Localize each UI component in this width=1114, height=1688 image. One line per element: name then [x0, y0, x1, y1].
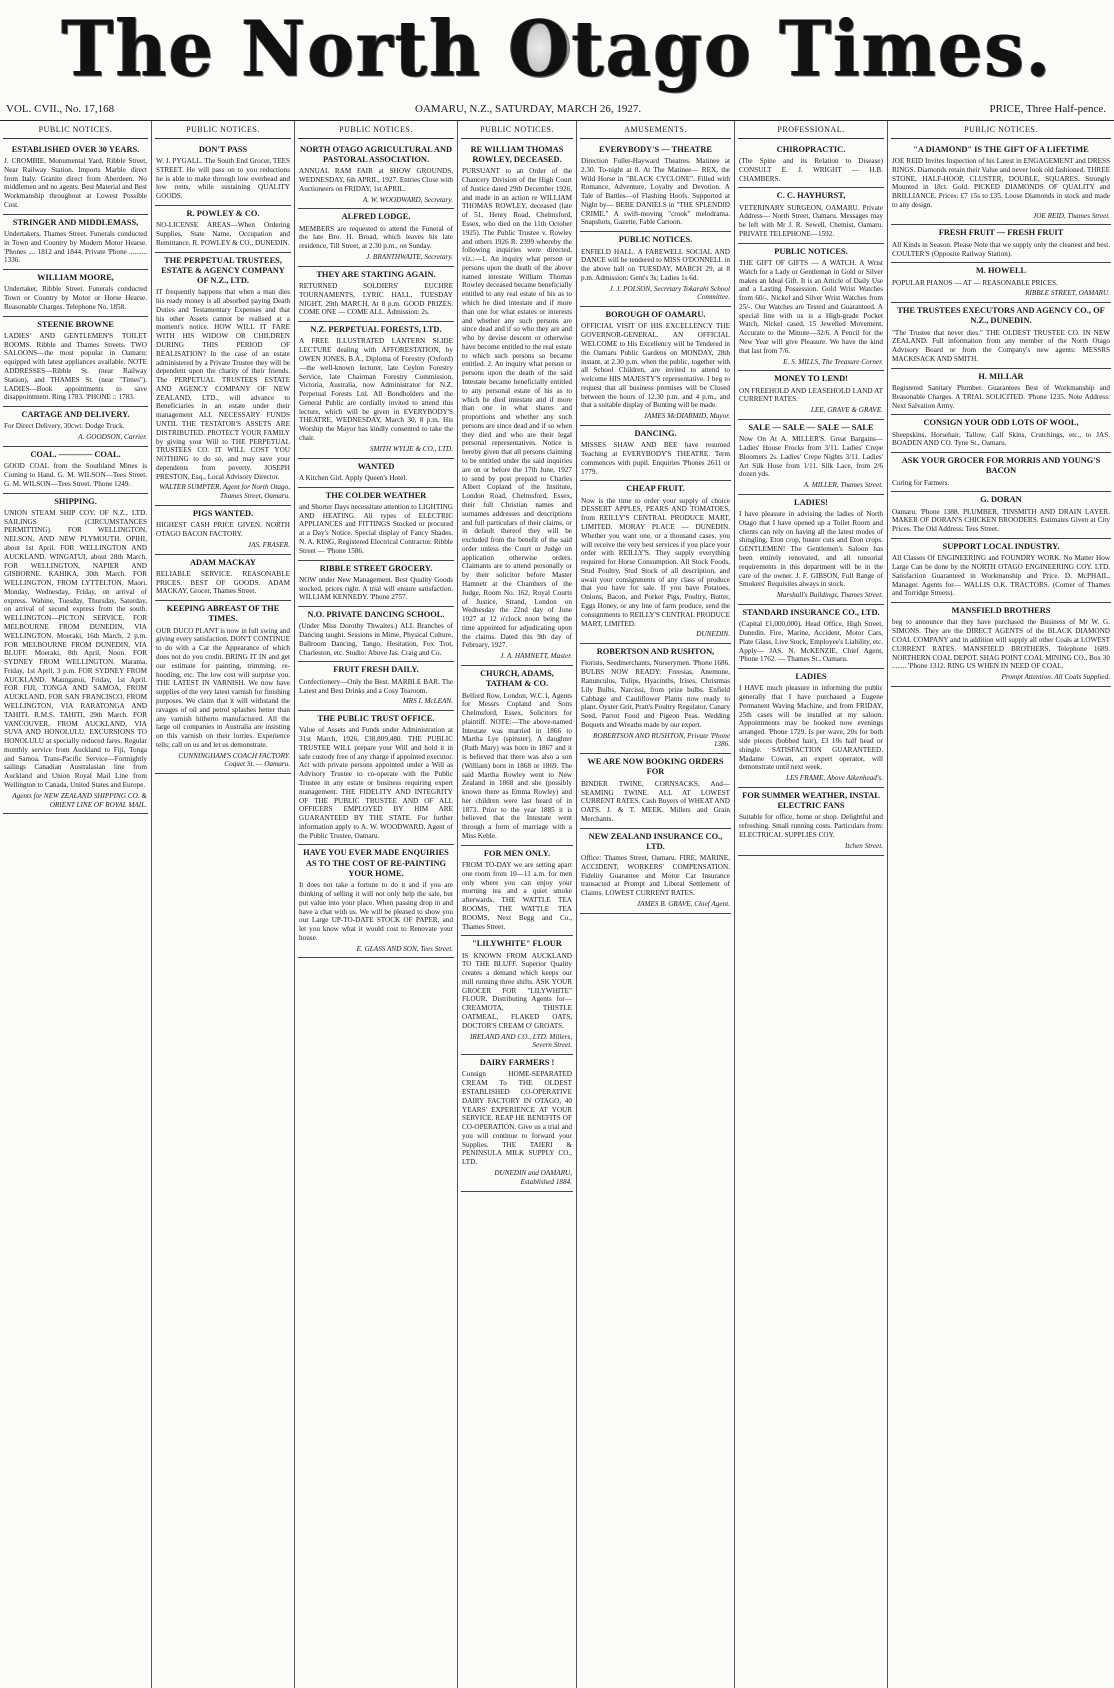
- advertisement-heading: SUPPORT LOCAL INDUSTRY.: [942, 542, 1060, 551]
- advertisement-text: PURSUANT to an Order of the Chancery Division of the High Court of Justice dated 29th December 1926, and made in an action re WILLIAM THOMAS ROWLEY, deceased (late of 51, Henry Road, Chelmsford, Essex, who died on the 11th October 1925). The Public Trustee v. Rowley and others 1926 R. 2399 whereby the following inquiries were directed, viz.:—1. An inquiry what person or persons upon the death of the above named intestate William Thomas Rowley deceased became beneficially entitled to any real estate of his as to which he died intestate and if more than one for what estates or interests and whether any such persons are since dead and if so who they are and who by devise descent or otherwise have become entitled to the real estate to which such persons so became entitled. 2. An inquiry what person or persons upon the death of the said Intestate became beneficially entitled to any personal estate of his as to which he died intestate and if more than one in what shares and proportions and whether any such persons are since dead and if so when they died and who are their legal personal representatives. Notice is hereby given that all persons claiming to be entitled under the said inquiries are on or before the 17th June, 1927 to send by post prepaid to Charles Albert Copland of the Institute, London Road, Chelmsford, Essex, their full Christian names and surnames addresses and descriptions and full particulars of their claims, or in default thereof they will be excluded from the benefit of the said order unless the Court or Judge on application otherwise orders. Claimants are to attend personally or by their solicitor before Master Hamnett at the Chambers of the Judge, Room No. 162, Royal Courts of Justice, Strand, London on Wednesday the 22nd day of June 1927 at 12 o'clock noon being the time appointed for adjudicating upon the claims. Dated this 9th day of February, 1927.: [462, 167, 572, 650]
- advertisement-signature: JAMES McDIARMID, Mayor.: [643, 412, 730, 421]
- masthead: [0, 0, 1114, 96]
- advertisement-text: I have pleasure in advising the ladies of North Otago that I have opened up a Toilet Room and clients can rely on having all the latest modes of shingling, Eton crop, buster cuts and Eton crops. GENTLEMEN! The Gentlemen's Saloon has been entirely renovated, and all tonsorial requirements in this department will be in the care of the owner. J. F. GIBSON, Full Range of Smokers' Requisites always in stock.: [739, 510, 883, 589]
- advertisement: [461, 936, 573, 1055]
- column-header: PUBLIC NOTICES.: [461, 121, 573, 139]
- advertisement-heading: N.O. PRIVATE DANCING SCHOOL.: [307, 610, 445, 620]
- advertisement-text: BINDER TWINE, CORNSACKS, And— SEAMING TWINE. ALL AT LOWEST CURRENT RATES. Cash Buyers of WHEAT AND OATS. J. & T. MEEK. Millers and Grain Merchants.: [581, 779, 730, 823]
- advertisement-text: NO-LICENSE AREAS—When Ordering Supplies, State Name, Occupation and Remittance. R. POWLEY & CO., DUNEDIN.: [156, 221, 290, 247]
- advertisement: [461, 666, 573, 846]
- advertisement-text: "The Trustee that never dies." THE OLDEST TRUSTEE CO. IN NEW ZEALAND. Full information from any member of the North Otago Advisory Board or from the Company's new agents: MESSRS MACKISACK AND SMITH.: [892, 328, 1110, 363]
- advertisement-signature: WALTER SUMPTER, Agent for North Otago, Thames Street, Oamaru.: [159, 483, 290, 501]
- advertisement-heading: RE WILLIAM THOMAS ROWLEY, DECEASED.: [470, 144, 564, 164]
- advertisement-heading: PUBLIC NOTICES.: [618, 235, 693, 245]
- advertisement-heading: THE PERPETUAL TRUSTEES, ESTATE & AGENCY COMPANY OF N.Z., LTD.: [161, 255, 285, 285]
- advertisement-heading: CONSIGN YOUR ODD LOTS OF WOOL,: [923, 418, 1079, 428]
- advertisement-text: Curing for Farmers.: [892, 478, 950, 487]
- advertisement-signature: JAS. FRASER.: [247, 540, 290, 549]
- advertisement-signature: DUNEDIN and OAMARU, Established 1884.: [494, 1168, 572, 1186]
- advertisement: [580, 307, 731, 426]
- advertisement-heading: SHIPPING.: [54, 496, 97, 506]
- column-5: [577, 121, 735, 1688]
- advertisement-text: LADIES' AND GENTLEMEN'S TOILET ROOMS. Ribble and Thames Streets. TWO SALOONS—the most popular in Oamaru; equipped with latest appliances available. NOTE ADDRESSES—Ribble St. (near Railway Station), and THAMES St. (near "Times"). LADIES—Book appointments to save disappointment. Ring 1783. 'PHONE :: 1783.: [4, 331, 147, 402]
- advertisement: [298, 561, 454, 608]
- advertisement-text: JOE REID Invites Inspection of his Latest in ENGAGEMENT and DRESS RINGS. Diamonds retain their Value and never look old fashioned. THREE STONE, HALF-HOOP, CLUSTER, DOUBLE, SQUARES. Strongly Mounted in 18ct. Gold. PICKED DIAMONDS OF QUALITY and BRILLIANCE. Prices: £7 15s to £35. Loose Diamonds in stock and made to any design.: [892, 157, 1110, 209]
- advertisement-heading: ADAM MACKAY: [190, 557, 256, 567]
- advertisement: [3, 142, 148, 215]
- advertisement-heading: NORTH OTAGO AGRICULTURAL AND PASTORAL ASSOCIATION.: [299, 144, 453, 164]
- advertisement-heading: RIBBLE STREET GROCERY.: [319, 563, 433, 573]
- advertisement-text: beg to announce that they have purchased the Business of Mr W. G. SIMONS. They are the DIRECT AGENTS of the BLACK DIAMOND COAL COMPANY and in addition will supply all other Coals at LOWEST CURRENT RATES. MANSFIELD BROTHERS, Telephone 1689. NORTHERN COAL DEPOT. SHAG POINT COAL MINING CO., Box 30 ........ 'Phone 1312. RING US WHEN IN NEED OF COAL.: [892, 618, 1110, 671]
- advertisement-heading: C. C. HAYHURST,: [776, 191, 846, 201]
- column-7: [888, 121, 1114, 1688]
- advertisement: [580, 232, 731, 307]
- advertisement-text: IT frequently happens that when a man dies his ready money is all absorbed paying Death Duties and Testamentary Expenses and that his other Assets cannot be realised at a moment's notice. HOW WILL IT FARE WITH HIS WIDOW OR CHILDREN DURING THIS PERIOD OF REALISATION? In the case of an estate administered by a Private Trustee they will be dependent upon the charity of their friends. The PERPETUAL TRUSTEES ESTATE AND AGENCY COMPANY OF NEW ZEALAND, LTD., will advance to Beneficiaries in an estate under their management ALL NECESSARY FUNDS UNTIL THE TESTATOR'S ASSETS ARE DISTRIBUTED. PROTECT YOUR FAMILY by giving your Will to THE PERPETUAL TRUSTEES CO. IT WILL COST YOU NOTHING to do so, and may save your dependents from poverty. JOSEPH PRESTON, Esq., Local Advisory Director.: [156, 288, 290, 481]
- advertisement: [580, 426, 731, 481]
- advertisement: [891, 303, 1111, 369]
- advertisement-heading: DON'T PASS: [198, 144, 248, 154]
- advertisement: [3, 494, 148, 815]
- advertisement-columns: [0, 121, 1114, 1688]
- advertisement-signature: SMITH WYLIE & CO., LTD.: [369, 444, 453, 453]
- advertisement: [3, 317, 148, 408]
- advertisement-signature: IRELAND AND CO., LTD. Millers, Severn Street.: [470, 1032, 572, 1050]
- advertisement-signature: J. A. HAMNETT, Master.: [500, 652, 572, 661]
- advertisement-heading: COAL. ———— COAL.: [30, 449, 121, 459]
- advertisement-text: Undertakers, Thames Street. Funerals conducted in Town and Country by Modern Motor Hearse. 'Phones .... 1812 and 1844. Private 'Phone .......... 1336.: [4, 229, 147, 265]
- advertisement-heading: WILLIAM MOORE,: [37, 273, 114, 283]
- advertisement: [3, 270, 148, 317]
- advertisement-heading: ESTABLISHED OVER 30 YEARS.: [11, 144, 140, 154]
- advertisement-text: RELIABLE SERVICE. REASONABLE PRICES. BEST OF GOODS. ADAM MACKAY, Grocer, Thames Street.: [156, 569, 290, 596]
- advertisement-text: VETERINARY SURGEON, OAMARU. Private Address— North Street, Oamaru. Messages may be left with Mr J. R. Sewell, Chemist, Oamaru. PRIVATE TELEPHONE—1592.: [739, 203, 883, 238]
- advertisement: [155, 601, 291, 774]
- advertisement-text: Value of Assets and Funds under Administration at 31st March, 1926, £38,809,480. THE PUBLIC TRUSTEE WILL prepare your Will and hold it in safe custody free of any charge if appointed executor. Act with private persons appointed under a Will as Advisory Trustee to co-operate with the Public Trustee in any estate or business requiring expert management. THE FIDELITY AND INTEGRITY OF THE PUBLIC TRUSTEE AND OF ALL OFFICERS EMPLOYED BY HIM ARE GUARANTEED BY THE STATE. For further information apply to A. W. WOODWARD, Agent of the Public Trustee, Oamaru.: [299, 726, 453, 840]
- advertisement-text: ANNUAL RAM FAIR at SHOW GROUNDS, WEDNESDAY, 6th APRIL, 1927. Entries Close with Auctioneers on FRIDAY, 1st APRIL.: [299, 167, 453, 193]
- advertisement-heading: THE TRUSTEES EXECUTORS AND AGENCY CO., OF N.Z., DUNEDIN.: [897, 306, 1105, 326]
- dateline: [0, 100, 1114, 121]
- advertisement-heading: STEENIE BROWNE: [37, 319, 114, 329]
- advertisement-heading: SALE — SALE — SALE — SALE: [748, 422, 874, 432]
- advertisement-heading: H. MILLAR: [978, 371, 1024, 381]
- advertisement: [298, 607, 454, 662]
- advertisement: [461, 1055, 573, 1191]
- advertisement-heading: NEW ZEALAND INSURANCE CO., LTD.: [588, 831, 723, 851]
- advertisement: [298, 322, 454, 458]
- advertisement-heading: BOROUGH OF OAMARU.: [605, 310, 706, 320]
- advertisement-signature: Agents for NEW ZEALAND SHIPPING CO. & ORIENT LINE OF ROYAL MAIL.: [12, 791, 147, 809]
- advertisement-text: Suitable for office, home or shop. Delightful and refreshing. Small running costs. Particulars from: ELECTRICAL SUPPLIES COY.: [739, 813, 883, 839]
- advertisement-heading: PUBLIC NOTICES.: [774, 246, 848, 256]
- advertisement: [738, 495, 884, 605]
- advertisement-heading: N.Z. PERPETUAL FORESTS, LTD.: [310, 325, 442, 335]
- advertisement-signature: LES FRAME, Above Aikenhead's.: [786, 774, 883, 783]
- advertisement-signature: CUNNINGHAM'S COACH FACTORY. Coquet St. — Oamaru.: [178, 751, 290, 769]
- advertisement: [891, 369, 1111, 416]
- advertisement-heading: WANTED: [357, 461, 395, 471]
- price: PRICE, Three Half-pence.: [989, 103, 1106, 115]
- advertisement-signature: E. GLASS AND SON, Tees Street.: [356, 944, 453, 953]
- column-header: PROFESSIONAL.: [738, 121, 884, 139]
- advertisement: [155, 206, 291, 253]
- advertisement-text: Direction Fuller-Hayward Theatres. Matinee at 2.30. To-night at 8. At The Matinee— REX, the Wild Horse in "BLACK CYCLONE". Filled with Romance, Adventure, Loyalty and Devotion. A Tale of Battles—of Flashing Hoofs. Supported at Night by— BEBE DANIELS in "THE SPLENDID CRIME." A swift-moving "crook" melodrama. Snapshots, Gazette, Fable Cartoon.: [581, 157, 730, 227]
- column-6: [735, 121, 888, 1688]
- advertisement-text: ON FREEHOLD AND LEASEHOLD LAND AT CURRENT RATES.: [739, 386, 883, 404]
- advertisement-text: Confectionery—Only the Best. MARBLE BAR. The Latest and Best Drinks and a Cosy Tearoom.: [299, 677, 453, 695]
- advertisement-text: A FREE ILLUSTRATED LANTERN SLIDE LECTURE dealing with AFFORESTATION, by OWEN JONES, B.A., Diploma of Forestry (Oxford)—the well-known lecturer, late Ceylon Forestry Service, late Chairman Forestry Commission, Victoria, Australia, now Administrator for N.Z. Perpetual Forests Ltd. All Bondholders and the General Public are cordially invited to attend this lecture, which will be given in EVERYBODY'S THEATRE, WEDNESDAY, March 30, 8 p.m. His Worship the Mayor has kindly consented to take the chair.: [299, 337, 453, 442]
- advertisement: [580, 829, 731, 914]
- column-2: [152, 121, 295, 1688]
- advertisement-text: FROM TO-DAY we are setting apart one room from 10—11 a.m. for men only where you can enjoy your morning tea and a quiet smoke afterwards. THE WATTLE TEA ROOMS, THE WATTLE TEA ROOMS, Next Begg and Co., Thames Street.: [462, 861, 572, 931]
- advertisement-heading: STRINGER AND MIDDLEMASS,: [12, 217, 139, 227]
- advertisement-heading: PIGS WANTED.: [192, 509, 254, 518]
- advertisement: [738, 605, 884, 669]
- advertisement: [155, 506, 291, 555]
- advertisement: [738, 420, 884, 495]
- advertisement-signature: JAMES B. GRAVE, Chief Agent.: [636, 900, 730, 909]
- advertisement-text: Now On At A. MILLER'S. Great Bargains— Ladies' House Frocks from 3/11. Ladies' Crepe Bloomers 2s. Ladies' Crepe Nights 3/11. Ladies' Art Silk Hose from 1/11. Silk Lace, from 2/6 dozen yds.: [739, 435, 883, 479]
- advertisement-heading: THEY ARE STARTING AGAIN.: [316, 269, 436, 279]
- advertisement-signature: MRS I. McLEAN.: [402, 697, 453, 706]
- advertisement-text: Oamaru. 'Phone 1388. PLUMBER, TINSMITH AND DRAIN LAYER. MAKER OF DORAN'S CHICKEN BROODERS. Estimates Given at City Prices. The Old Address: Tees Street.: [892, 507, 1110, 534]
- advertisement-signature: A. MILLER, Thames Street.: [803, 481, 883, 490]
- advertisement-text: UNION STEAM SHIP COY. OF N.Z., LTD. SAILINGS (CIRCUMSTANCES PERMITTING). FOR WELLINGTON, NELSON, AND NEW PLYMOUTH. OPIHI, about 1st April. FOR WELLINGTON AND AUCKLAND. WINGATUI, about 28th March. FOR WELLINGTON, NAPIER AND GISBORNE. KAHIKA, 30th March. FOR WELLINGTON, FROM LYTTELTON. Maori, Monday, Wednesday, Friday, on arrival of express. Wahine, Tuesday, Thursday, Saturday, on arrival of second express from the south. WELLINGTON—PICTON SERVICE. FOR MELBOURNE FROM DUNEDIN, VIA WELLINGTON. Moeraki, 16th March, 2 p.m. FOR MELBOURNE FROM DUNEDIN, VIA BLUFF. Moeraki, 8th April, Noon. FOR SYDNEY FROM WELLINGTON. Marama, Friday, 1st April, 3 p.m. FOR SYDNEY FROM AUCKLAND. Maunganui, Friday, 1st April. FOR FIJI, TONGA AND SAMOA, FROM AUCKLAND. FOR SAN FRANCISCO, FROM WELLINGTON, VIA RARATONGA AND TAHITI. R.M.S. TAHITI, 29th March. FOR VANCOUVER, FROM AUCKLAND, VIA SUVA AND HONOLULU. EXCURSIONS TO HONOLULU at specially reduced fares. Regular monthly service from Auckland to Fiji, Tonga and Samoa. Trans-Pacific Service—Fortnightly sailings Canadian Australasian line from Auckland and Union Royal Mail Line from Wellington to Canada, United States and Europe.: [4, 508, 147, 790]
- advertisement: [580, 481, 731, 644]
- advertisement-text: It does not take a fortune to do it and if you are thinking of selling it will not only help the sale, but put value into your place. When passing drop in and have a chat with us. We will be pleased to show you our Large UP-TO-DATE STOCK OF PAPER, and let you know what it would cost to Renovate your house.: [299, 881, 453, 942]
- advertisement: [580, 142, 731, 233]
- advertisement-heading: FRESH FRUIT — FRESH FRUIT: [938, 228, 1064, 238]
- advertisement-text: Registered Sanitary Plumber. Guarantees Best of Workmanship and Reasonable Charges. A TRIAL SOLICITED. 'Phone 1235. Note Address: Next Salvation Army.: [892, 383, 1110, 410]
- advertisement: [298, 488, 454, 561]
- advertisement: [3, 447, 148, 494]
- advertisement: [155, 253, 291, 507]
- advertisement-text: I HAVE much pleasure in informing the public generally that I have purchased a Eugene Permanent Waving Machine, and from FRIDAY, 25th cases will be installed at my saloon. Appointments may be booked now evenings arranged. 'Phone 1729. Is per wave, 20s for both side pieces (bobbed hair), £3 10s half head or shingle. SATISFACTION GUARANTEED. Madame Cowan, an expert operator, will demonstrate until next week.: [739, 684, 883, 772]
- advertisement-text: NOW under New Management. Best Quality Goods stocked, prices right. A trial will ensure satisfaction. WILLIAM KENNEDY. 'Phone 2757.: [299, 575, 453, 602]
- advertisement: [3, 407, 148, 447]
- advertisement-heading: EVERYBODY'S — THEATRE: [599, 144, 712, 154]
- advertisement: [738, 142, 884, 189]
- advertisement: [580, 754, 731, 828]
- advertisement-text: HIGHEST CASH PRICE GIVEN. NORTH OTAGO BACON FACTORY.: [156, 521, 290, 539]
- advertisement-text: Belford Row, London, W.C.1, Agents for Messrs Copland and Sons Chelmsford, Essex, Solicitors for plaintiff. NOTE:—The above-named Intestate was married in 1866 to Martha Lye (spinster). A daughter (Ruth Mary) was born in 1867 and it is believed that there was also a son (William) born in 1868 or 1869. The said Martha Rowley went to New Zealand in 1868 and she (possibly known there as Emma Rowley) and her children were last heard of in 1873. Prior to the year 1885 it is believed that the Intestate went through a form of marriage with a Miss Keble.: [462, 691, 572, 840]
- advertisement: [738, 669, 884, 788]
- advertisement-text: GOOD COAL from the Southland Mines is Coming to Hand. G. M. WILSON—Tees Street. G. M. WILSON—Tees Street. 'Phone 1249.: [4, 462, 147, 488]
- advertisement-signature: ROBERTSON AND RUSHTON, Private 'Phone 1386.: [593, 731, 730, 749]
- volume-number: VOL. CVII., No. 17,168: [6, 103, 115, 115]
- advertisement: [891, 142, 1111, 226]
- advertisement-heading: MONEY TO LEND!: [774, 374, 848, 384]
- advertisement-signature: LEE, GRAVE & GRAVE.: [810, 406, 883, 415]
- column-header: PUBLIC NOTICES.: [891, 121, 1111, 139]
- advertisement-text: A Kitchen Girl. Apply Queen's Hotel.: [299, 473, 408, 482]
- advertisement-heading: R. POWLEY & CO.: [186, 208, 260, 218]
- advertisement-text: All Kinds in Season. Please Note that we supply only the cleanest and best. COULTER'S (Opposite Railway Station).: [892, 240, 1110, 258]
- column-4: [458, 121, 577, 1688]
- advertisement: [298, 711, 454, 845]
- advertisement-text: ENFIELD HALL. A FAREWELL SOCIAL AND DANCE will be tendered to MISS O'DONNELL in the above hall on TUESDAY, MARCH 29, at 8 p.m. Admission: Gent's 3s; Ladies 1s 6d.: [581, 247, 730, 282]
- advertisement: [461, 846, 573, 937]
- advertisement: [891, 263, 1111, 303]
- advertisement-text: W. J. PYGALL. The South End Grocer, TEES STREET. He will pass on to you reductions he is able to make through low overhead and low rents, while sustaining QUALITY GOODS.: [156, 157, 290, 201]
- advertisement-heading: CHIROPRACTIC.: [776, 144, 846, 154]
- advertisement-text: For Direct Delivery, 30cwt. Dodge Truck.: [4, 422, 125, 431]
- advertisement-signature: J. BRANTHWAITE, Secretary.: [366, 252, 453, 261]
- advertisement: [298, 209, 454, 266]
- advertisement: [891, 539, 1111, 603]
- advertisement-text: OFFICIAL VISIT OF HIS EXCELLENCY THE GOVERNOR-GENERAL. AN OFFICIAL WELCOME to His Excellency will be Tendered in the Oamaru Public Gardens on MONDAY, 28th instant, at 2.30 p.m. when the public, together with all School Children, are invited to attend to welcome HIS MAJESTY'S representative. I beg to request that all business premises will be Closed between the hours of 12.30 p.m. and 4 p.m., and that a suitable display of Bunting will be made.: [581, 322, 730, 410]
- advertisement-heading: FRUIT FRESH DAILY.: [333, 665, 419, 675]
- advertisement-heading: HAVE YOU EVER MADE ENQUIRIES AS TO THE COST OF RE-PAINTING YOUR HOME.: [303, 848, 449, 878]
- column-header: PUBLIC NOTICES.: [298, 121, 454, 139]
- advertisement-heading: "A DIAMOND" IS THE GIFT OF A LIFETIME: [913, 144, 1089, 154]
- advertisement-heading: DANCING.: [634, 429, 677, 439]
- advertisement-heading: "LILYWHITE" FLOUR: [472, 939, 562, 949]
- advertisement-heading: ALFRED LODGE.: [341, 212, 411, 222]
- advertisement-heading: ROBERTSON AND RUSHTON,: [596, 647, 715, 657]
- advertisement-signature: Marshall's Buildings, Thames Street.: [776, 591, 883, 600]
- advertisement: [155, 555, 291, 602]
- column-header: AMUSEMENTS.: [580, 121, 731, 139]
- advertisement-text: J. CROMBIE, Monumental Yard, Ribble Street, Near Railway Station. Imports Marble direct from Italy. Granite direct from Aberdeen. No middlemen and no agents. Best Material and Best Workmanship throughout at Lowest Possible Cost.: [4, 157, 147, 209]
- advertisement-heading: LADIES: [795, 672, 827, 682]
- column-3: [295, 121, 458, 1688]
- advertisement-heading: CHURCH, ADAMS, TATHAM & CO.: [480, 669, 554, 689]
- advertisement-text: POPULAR PIANOS — AT — REASONABLE PRICES.: [892, 278, 1058, 287]
- advertisement: [580, 644, 731, 754]
- advertisement: [738, 788, 884, 856]
- advertisement: [738, 244, 884, 372]
- advertisement-text: MISSES SHAW AND BEE have resumed Teaching at EVERYBODY'S THEATRE. Term commences with pupil. Enquiries 'Phones 2611 or 1779.: [581, 441, 730, 476]
- advertisement-heading: DAIRY FARMERS !: [479, 1058, 555, 1068]
- column-header: PUBLIC NOTICES.: [155, 121, 291, 139]
- advertisement-text: Now is the time to order your supply of choice DESSERT APPLES, PEARS AND TOMATOES, from REILLY'S CENTRAL PRODUCE MART, LIMITED. MORAY PLACE — DUNEDIN. Whether you want one, or a thousand cases, you will receive the very best services if you place your order with REILLY'S. They supply everything required for Horse Consumption. All Stock Foods, Stud Poultry, Stud Stock of all description, and await your consignments of any class of produce that you have for sale. If you have Potatoes, Onions, Bacon, and Porker Pigs, Poultry, Butter, Eggs Honey, or any line of farm produce, send the consignments to REILLY'S CENTRAL PRODUCE MART, LIMITED.: [581, 496, 730, 628]
- advertisement-text: MEMBERS are requested to attend the Funeral of the late Bro. H. Broad, which leaves his late residence, Till Street, at 2.30 p.m., on Sunday.: [299, 224, 453, 251]
- advertisement-signature: A. W. WOODWARD, Secretary.: [362, 195, 453, 204]
- advertisement-text: Office: Thames Street, Oamaru. FIRE, MARINE, ACCIDENT, WORKERS' COMPENSATION. Fidelity Guarantee and Motor Car Insurance transacted at Prompt and Liberal Settlement of Claims. LOWEST CURRENT RATES.: [581, 854, 730, 898]
- advertisement-signature: J. J. POLSON, Secretary Tokarahi School Committee.: [609, 284, 730, 302]
- advertisement-heading: MANSFIELD BROTHERS: [951, 606, 1051, 616]
- advertisement: [155, 142, 291, 206]
- advertisement-signature: RIBBLE STREET, OAMARU.: [1025, 289, 1110, 298]
- advertisement-text: (The Spine and its Relation to Disease) CONSULT E. J. WRIGHT — H.B. CHAMBERS.: [739, 157, 883, 183]
- advertisement-text: Undertaker, Ribble Street. Funerals conducted Town or Country by Motor or Horse Hearse. Reasonable Charges. Telephone No. 1858.: [4, 285, 147, 311]
- advertisement-heading: THE PUBLIC TRUST OFFICE.: [317, 714, 435, 724]
- advertisement-heading: ASK YOUR GROCER FOR MORRIS AND YOUNG'S BACON: [901, 456, 1101, 476]
- advertisement-heading: LADIES!: [794, 497, 828, 507]
- advertisement-signature: Itchen Street.: [844, 841, 883, 850]
- advertisement-text: Consign HOME-SEPARATED CREAM To THE OLDEST ESTABLISHED CO-OPERATIVE DAIRY FACTORY IN OTAGO, 40 YEARS' EXPERIENCE AT YOUR SERVICE. REAP HE BENEFITS OF CO-OPERATION. Give us a trial and you will continue to forward your Supplies. THE TAIERI & PENINSULA MILK SUPPLY CO., LTD.: [462, 1070, 572, 1167]
- advertisement-text: RETURNED SOLDIERS' EUCHRE TOURNAMENTS, LYRIC HALL, TUESDAY NIGHT, 29th MARCH, At 8 p.m. GOOD PRIZES. COME ONE — COME ALL. Admission: 2s.: [299, 282, 453, 317]
- advertisement-heading: G. DORAN: [980, 495, 1022, 505]
- advertisement-signature: JOE REID, Thames Street.: [1033, 211, 1110, 220]
- advertisement: [891, 603, 1111, 687]
- advertisement: [298, 142, 454, 210]
- advertisement-heading: M. HOWELL: [975, 266, 1027, 276]
- advertisement-signature: DUNEDIN.: [696, 630, 730, 639]
- advertisement: [891, 225, 1111, 263]
- advertisement: [738, 371, 884, 420]
- advertisement-heading: KEEPING ABREAST OF THE TIMES.: [166, 604, 280, 624]
- advertisement-text: (Capital £1,000,000). Head Office, High Street, Dunedin. Fire, Marine, Accident, Motor Cars, Plate Glass, Live Stock, Employee's Liability, etc. Apply— JAS. N. McKENZIE, Chief Agent, 'Phone 1762. — Thames St., Oamaru.: [739, 620, 883, 664]
- advertisement: [298, 267, 454, 322]
- advertisement-heading: CARTAGE AND DELIVERY.: [21, 410, 130, 420]
- advertisement-signature: Prompt Attention. All Coals Supplied.: [1001, 673, 1110, 682]
- column-header: PUBLIC NOTICES.: [3, 121, 148, 139]
- advertisement-signature: E. S. MILLS, The Treasure Corner.: [783, 357, 883, 366]
- advertisement: [738, 188, 884, 243]
- advertisement: [298, 845, 454, 958]
- newspaper-title: The North Otago Times.: [61, 2, 1053, 94]
- advertisement-text: (Under Miss Dorothy Thwaites.) ALL Branches of Dancing taught. Sessions in Mime, Physical Culture, Ballroom Dancing, Tango, Hesitation, Fox Trot, Charleston, etc. Studio: Above Jas. Craig and Co.: [299, 622, 453, 657]
- advertisement-text: OUR DUCO PLANT is now in full swing and giving every satisfaction. DON'T CONTINUE to do with a Car the Appearance of which does not do you credit. BRING IT IN and get our estimate for painting, trimming, re-hooding, etc. The low cost will surprise you. THE LATEST IN VARNISH. We now have supplies of the very latest varnish for finishing purposes. We claim that it will withstand the ravages of oil and petrol splashes better than any varnish hitherto manufactured. All the large oil companies in Australia are insisting on this varnish on their lorries. Experience tells; call on us and let us demonstrate.: [156, 626, 290, 749]
- advertisement: [3, 215, 148, 270]
- advertisement-text: All Classes Of ENGINEERING and FOUNDRY WORK. No Matter How Large Can be done by the NORTH OTAGO ENGINEERING COY. LTD. Satisfaction Guaranteed in Workmanship and Price. D. McPHAIL, Manager. Agents for— WALLIS O.K. TRACTORS. (Corner of Thames and Torridge Streets).: [892, 554, 1110, 598]
- advertisement-text: Florists, Seedmerchants, Nurserymen. 'Phone 1686. BULBS NOW READY: Freesias, Anemone, Ranunculus, Tulips, Hyacinths, Irises, Christmas Lily Bulbs, Narcissi, from prize bulbs. Enfield Cabbage and Cauliflower Plants now ready to plant. Oyster Grit, Pratt's Poultry Regulator, Canary Seed, Parrot Food and Pigeon Peas. Wedding Boquets and Wreaths made by our expert.: [581, 659, 730, 729]
- advertisement-text: and Shorter Days necessitate attention to LIGHTING AND HEATING. All types of ELECTRIC APPLIANCES and FITTINGS Stocked or procured at a Day's Notice. Special display of Fancy Shades. N. A. KING, Registered Electrical Contractor. Ribble Street — 'Phone 1586.: [299, 502, 453, 555]
- advertisement: [461, 142, 573, 666]
- advertisement-heading: FOR MEN ONLY.: [483, 848, 551, 858]
- advertisement-text: IS KNOWN FROM AUCKLAND TO THE BLUFF. Superior Quality creates a demand which keeps our mill running three shifts. ASK YOUR GROCER FOR "LILYWHITE" FLOUR. Distributing Agents for— CREAMOTA, THISTLE OATMEAL, FLAKED OATS, DOCTOR'S CREAM O' GROATS.: [462, 951, 572, 1030]
- advertisement-heading: STANDARD INSURANCE CO., LTD.: [742, 607, 880, 617]
- advertisement: [891, 492, 1111, 539]
- advertisement-heading: FOR SUMMER WEATHER, INSTAL ELECTRIC FANS: [742, 790, 880, 811]
- advertisement: [891, 453, 1111, 492]
- advertisement-text: Sheepskins, Horsehair, Tallow, Calf Skins, Crutchings, etc., to JAS. BOADEN AND CO. Tyne St., Oamaru.: [892, 430, 1110, 448]
- advertisement-heading: CHEAP FRUIT.: [626, 484, 685, 494]
- advertisement: [298, 459, 454, 488]
- advertisement: [891, 415, 1111, 453]
- advertisement: [298, 662, 454, 711]
- advertisement-heading: WE ARE NOW BOOKING ORDERS FOR: [587, 757, 724, 777]
- column-1: [0, 121, 152, 1688]
- advertisement-text: THE GIFT OF GIFTS — A WATCH. A Wrist Watch for a Lady or Gentleman in Gold or Silver makes an Ideal Gift. It is an Article of Daily Use and a Lasting Possession. Gold Wrist Watches from 60/-. Nickel and Silver Wrist Watches from 25/-. Our Watches are Tested and Guaranteed. A special line with us is a High-grade Pocket Watch, Nickel cased, 15 Jewelled Movement, Accurate to the Minute—32/6. A Pencil for the New Year will give Pleasure. We have the kind that last from 7/6.: [739, 258, 883, 355]
- advertisement-signature: A. GOODSON, Carrier.: [78, 433, 147, 442]
- advertisement-heading: THE COLDER WEATHER: [325, 490, 427, 500]
- issue-date: OAMARU, N.Z., SATURDAY, MARCH 26, 1927.: [415, 103, 642, 115]
